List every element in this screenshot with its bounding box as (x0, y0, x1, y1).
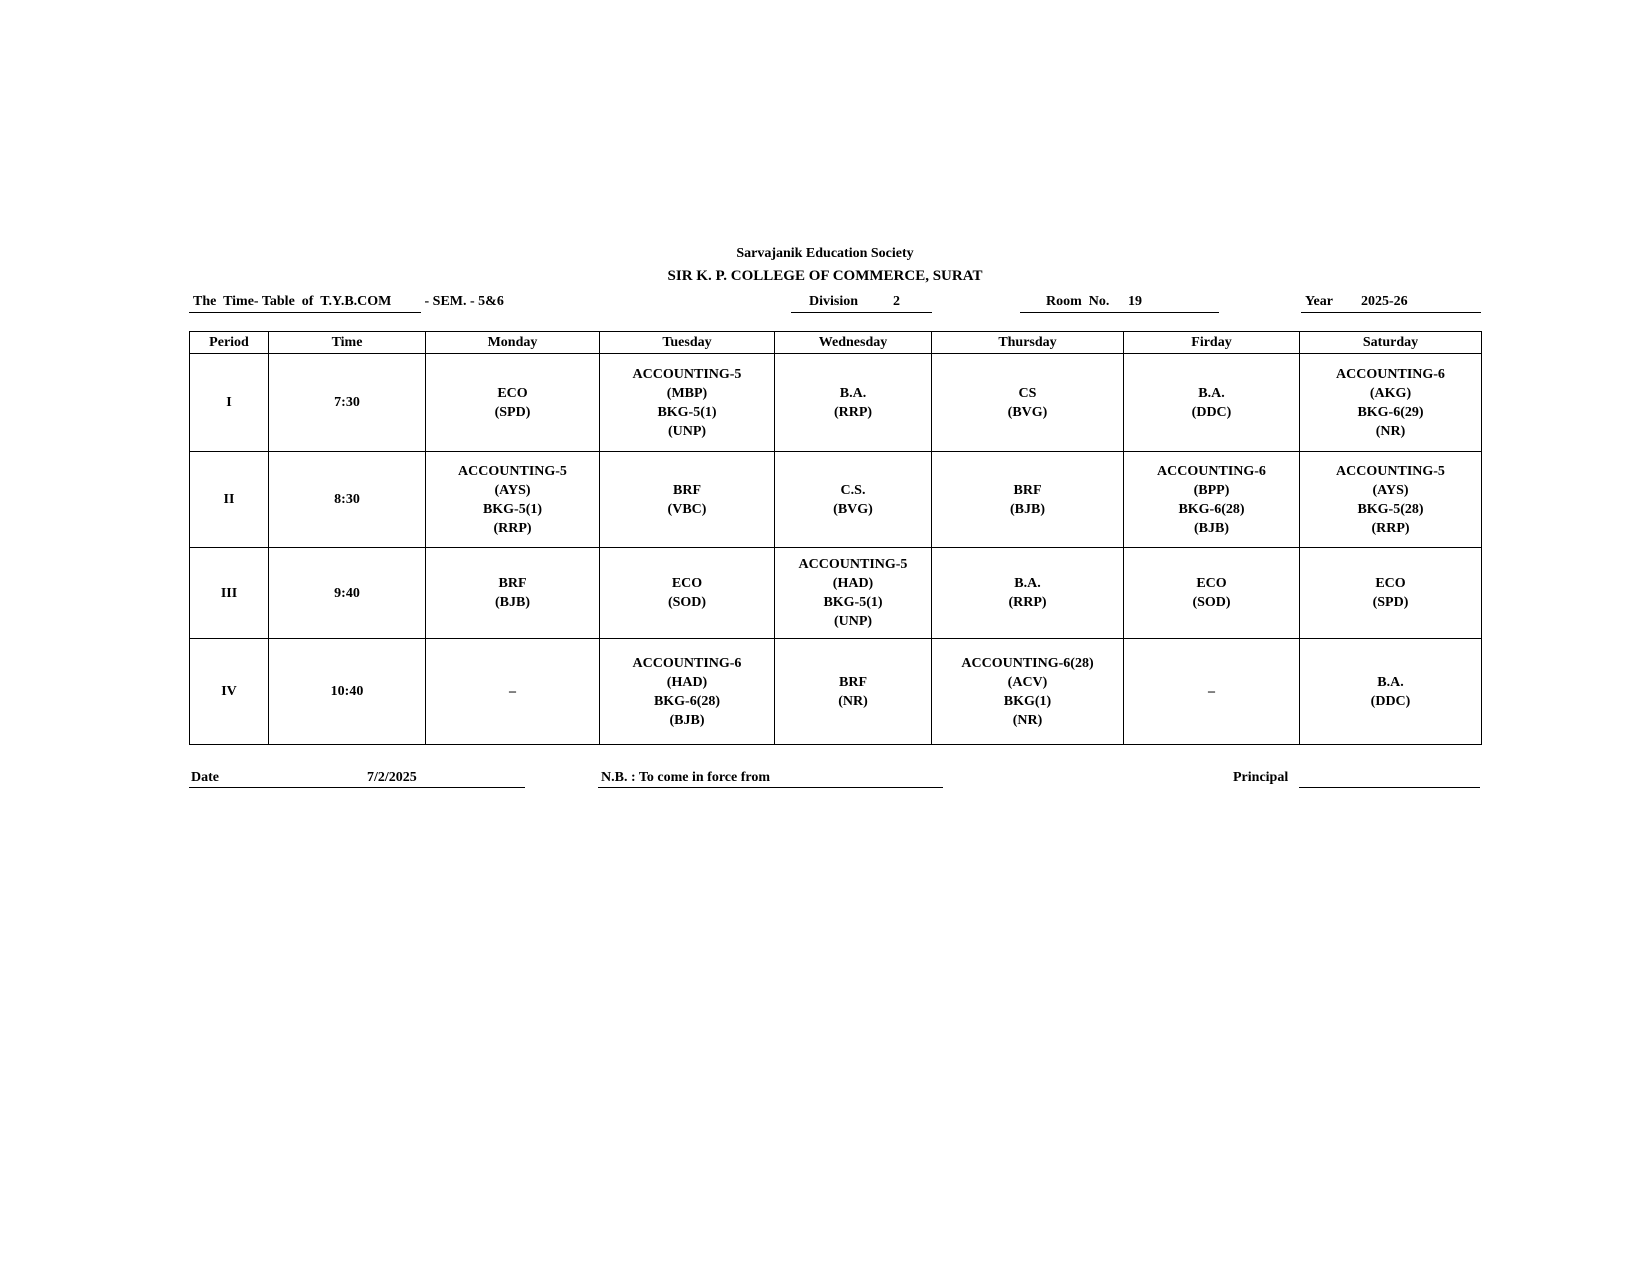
cell-line: (RRP) (493, 520, 532, 536)
cell-line: (HAD) (832, 576, 874, 591)
society-name: Sarvajanik Education Society (736, 246, 914, 261)
period-cell: I (190, 354, 269, 452)
class-cell-saturday (1300, 548, 1482, 639)
cell-line: (BJB) (669, 712, 705, 728)
cell-line: (AYS) (1372, 482, 1409, 498)
room-field (1020, 293, 1219, 313)
timetable (189, 331, 1482, 745)
cell-line: (AKG) (1369, 385, 1412, 401)
cell-line: B.A. (1377, 674, 1404, 690)
timetable-label: The Time- Table of (193, 294, 321, 309)
time-cell: 9:40 (269, 548, 426, 639)
cell-line: – (509, 684, 516, 699)
cell-line: BKG-5(1) (657, 404, 717, 420)
nb-text: N.B. : To come in force from (601, 770, 771, 785)
cell-line: (BJB) (1010, 501, 1045, 517)
class-cell-friday (1124, 452, 1300, 548)
class-cell-tuesday (600, 639, 775, 745)
cell-line: (NR) (838, 693, 868, 709)
period-cell: III (190, 548, 269, 639)
cell-line: BKG-6(29) (1357, 404, 1424, 420)
cell-line: BRF (1013, 482, 1042, 498)
cell-line: ECO (1375, 576, 1406, 591)
timetable-sem: - SEM. - 5&6 (421, 294, 504, 309)
class-cell-monday (426, 354, 600, 452)
class-cell-wednesday (775, 354, 932, 452)
college-name: SIR K. P. COLLEGE OF COMMERCE, SURAT (667, 268, 983, 284)
header-row (190, 332, 1482, 354)
cell-line: (SPD) (1372, 595, 1409, 610)
column-header-thursday: Thursday (932, 332, 1124, 354)
cell-line: ACCOUNTING-5 (632, 366, 742, 382)
cell-line: (RRP) (1008, 595, 1047, 610)
cell-line: (BJB) (495, 595, 530, 610)
cell-line: (VBC) (667, 501, 707, 517)
cell-line: – (1208, 684, 1215, 699)
class-cell-monday (426, 639, 600, 745)
table-row (190, 548, 1482, 639)
time-cell: 10:40 (269, 639, 426, 745)
cell-line: B.A. (1014, 576, 1041, 591)
class-cell-wednesday (775, 548, 932, 639)
cell-line: (NR) (1375, 423, 1406, 439)
class-cell-thursday (932, 548, 1124, 639)
division-field (791, 293, 932, 313)
cell-line: (SPD) (494, 404, 531, 420)
cell-line: (DDC) (1191, 404, 1232, 420)
cell-line: BKG-6(28) (653, 693, 721, 709)
column-header-tuesday: Tuesday (600, 332, 775, 354)
class-cell-monday (426, 548, 600, 639)
class-cell-thursday (932, 354, 1124, 452)
table-row (190, 452, 1482, 548)
cell-line: ACCOUNTING-6 (1336, 366, 1445, 382)
class-cell-thursday (932, 452, 1124, 548)
column-header-time: Time (269, 332, 426, 354)
class-cell-saturday (1300, 452, 1482, 548)
period-cell: IV (190, 639, 269, 745)
table-row (190, 354, 1482, 452)
timetable-class: T.Y.B.COM (320, 294, 392, 309)
nb-field (598, 769, 943, 788)
column-header-monday: Monday (426, 332, 600, 354)
cell-line: ACCOUNTING-5 (458, 463, 567, 479)
column-header-friday: Firday (1124, 332, 1300, 354)
cell-line: (SOD) (1192, 595, 1231, 610)
cell-line: (UNP) (833, 614, 873, 629)
principal-label: Principal (1233, 770, 1289, 785)
cell-line: ECO (671, 576, 703, 591)
cell-line: CS (1018, 385, 1037, 401)
cell-line: ACCOUNTING-5 (1336, 463, 1445, 479)
class-cell-tuesday (600, 452, 775, 548)
class-cell-friday (1124, 548, 1300, 639)
room-label: Room No. (1046, 294, 1110, 309)
cell-line: ECO (1196, 576, 1227, 591)
cell-line: BKG-6(28) (1178, 501, 1245, 517)
column-header-wednesday: Wednesday (775, 332, 932, 354)
class-cell-saturday (1300, 639, 1482, 745)
cell-line: (UNP) (667, 423, 707, 439)
cell-line: BRF (839, 674, 867, 690)
time-cell: 8:30 (269, 452, 426, 548)
cell-line: (HAD) (666, 674, 708, 690)
class-cell-tuesday (600, 548, 775, 639)
year-value: 2025-26 (1361, 294, 1408, 309)
cell-line: ACCOUNTING-5 (798, 557, 908, 572)
class-cell-tuesday (600, 354, 775, 452)
cell-line: BKG(1) (1003, 693, 1052, 709)
cell-line: BRF (673, 482, 701, 498)
year-field (1301, 293, 1481, 313)
cell-line: (BJB) (1194, 520, 1229, 536)
division-label: Division (809, 294, 859, 309)
timetable-title (189, 293, 504, 313)
class-cell-wednesday (775, 639, 932, 745)
room-value: 19 (1128, 294, 1142, 309)
time-cell: 7:30 (269, 354, 426, 452)
class-cell-monday (426, 452, 600, 548)
cell-line: ACCOUNTING-6(28) (961, 655, 1094, 671)
cell-line: C.S. (840, 482, 866, 498)
cell-line: (SOD) (667, 595, 707, 610)
cell-line: ACCOUNTING-6 (1157, 463, 1266, 479)
cell-line: (RRP) (833, 404, 873, 420)
cell-line: BKG-5(28) (1357, 501, 1424, 517)
cell-line: (RRP) (1371, 520, 1410, 536)
cell-line: BRF (498, 576, 527, 591)
class-cell-saturday (1300, 354, 1482, 452)
cell-line: (BVG) (833, 501, 873, 517)
division-value: 2 (893, 294, 900, 309)
table-row (190, 639, 1482, 745)
class-cell-friday (1124, 639, 1300, 745)
column-header-period: Period (190, 332, 269, 354)
period-cell: II (190, 452, 269, 548)
cell-line: (NR) (1012, 712, 1043, 728)
date-value: 7/2/2025 (367, 770, 417, 785)
date-label: Date (191, 770, 219, 785)
principal-signature-line (1299, 769, 1480, 788)
class-cell-wednesday (775, 452, 932, 548)
cell-line: (AYS) (494, 482, 531, 498)
cell-line: B.A. (1198, 385, 1225, 401)
cell-line: (DDC) (1370, 693, 1411, 709)
cell-line: B.A. (839, 385, 867, 401)
year-label: Year (1305, 294, 1333, 309)
date-field (189, 769, 525, 788)
cell-line: ECO (497, 385, 528, 401)
cell-line: BKG-5(1) (482, 501, 543, 517)
class-cell-thursday (932, 639, 1124, 745)
cell-line: (ACV) (1007, 674, 1048, 690)
cell-line: (BPP) (1193, 482, 1230, 498)
column-header-saturday: Saturday (1300, 332, 1482, 354)
cell-line: (BVG) (1007, 404, 1048, 420)
cell-line: (MBP) (666, 385, 708, 401)
cell-line: BKG-5(1) (823, 595, 883, 610)
cell-line: ACCOUNTING-6 (632, 655, 742, 671)
class-cell-friday (1124, 354, 1300, 452)
